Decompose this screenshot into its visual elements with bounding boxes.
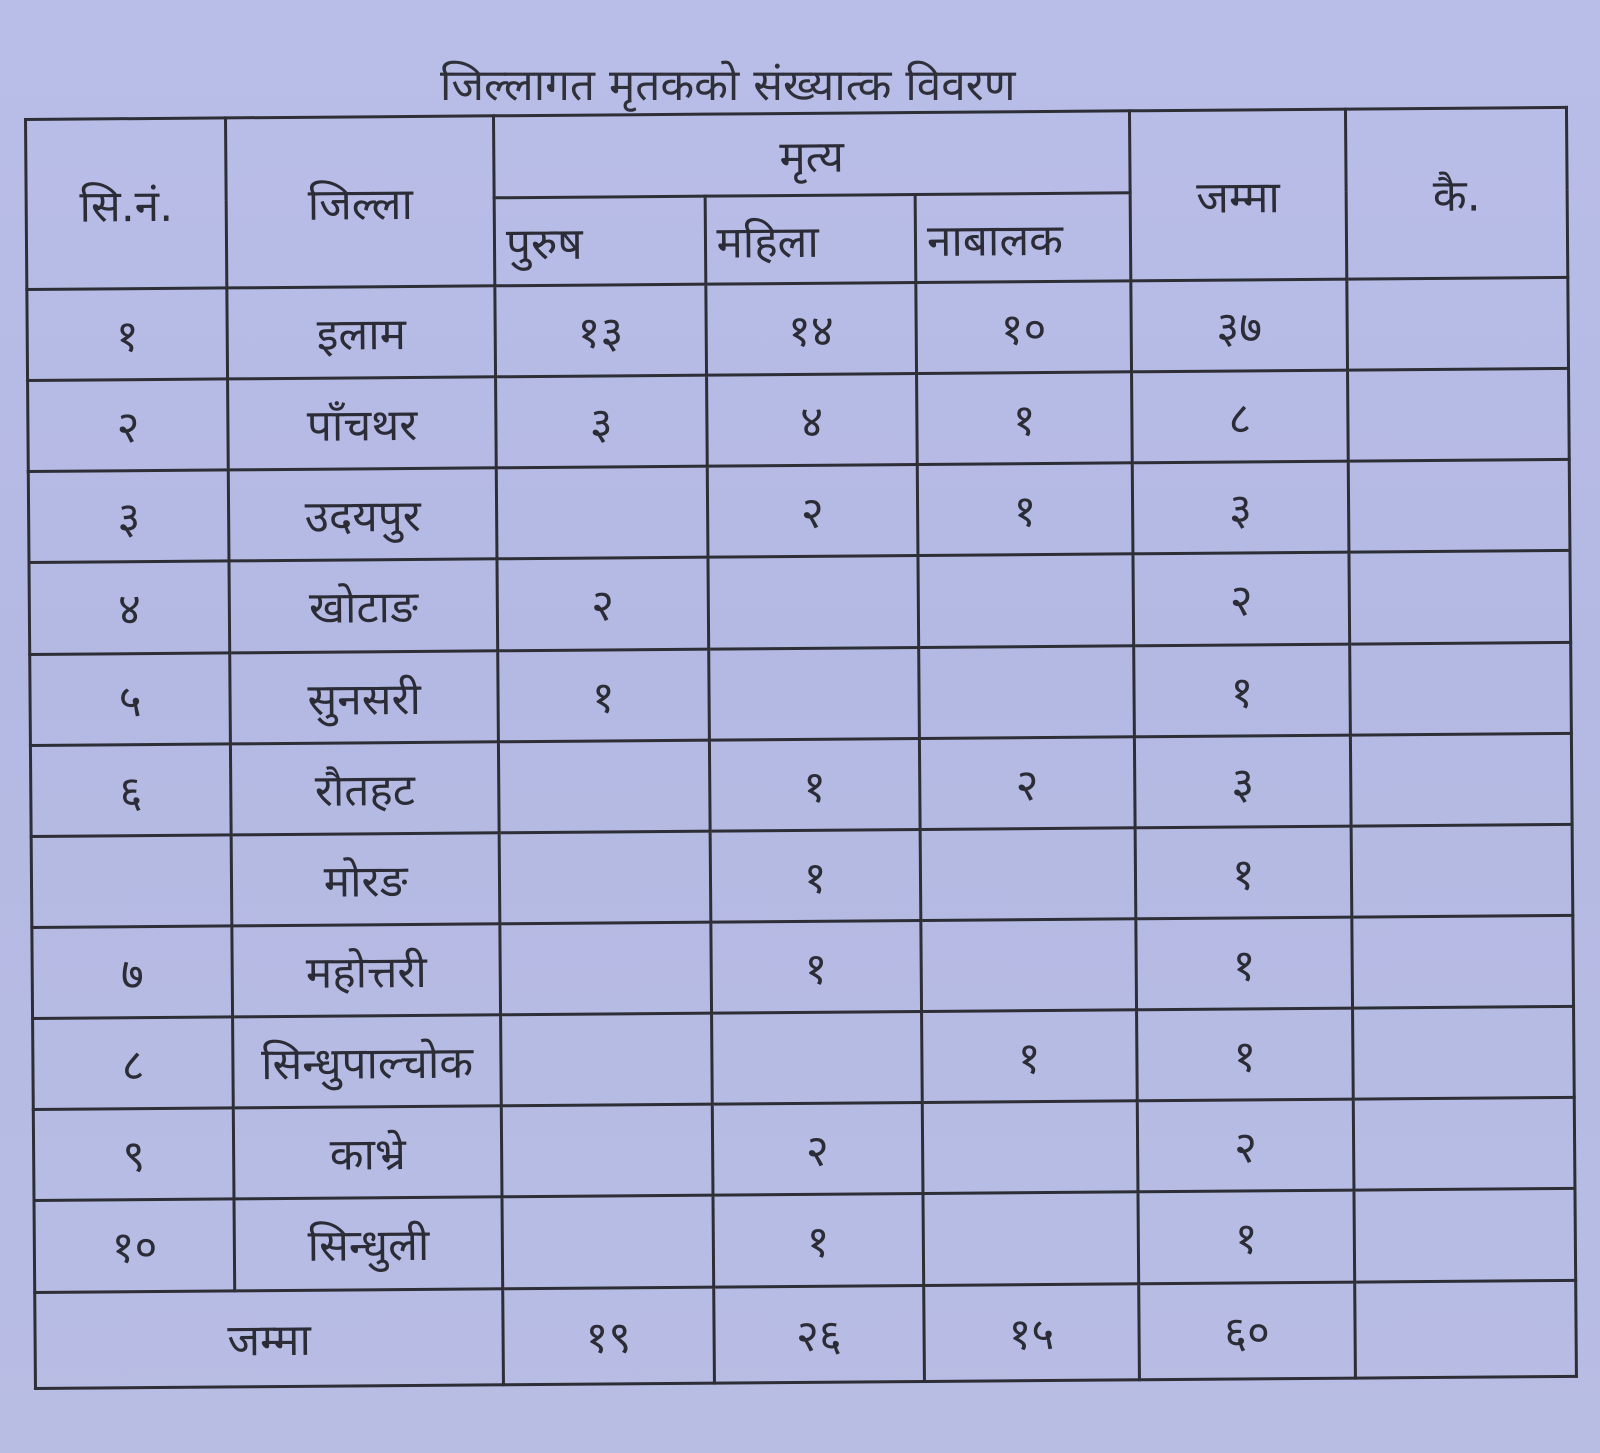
cell-total: ३ [1132, 461, 1349, 554]
cell-serial: १० [34, 1199, 235, 1292]
cell-total: १ [1135, 917, 1352, 1010]
cell-minor [922, 1101, 1137, 1194]
cell-minor: १ [922, 1010, 1137, 1103]
cell-minor [920, 828, 1135, 921]
cell-remarks [1351, 824, 1572, 917]
header-deaths: मृत्य [493, 111, 1129, 198]
cell-district: उदयपुर [229, 468, 497, 561]
header-remarks: कै. [1346, 107, 1568, 279]
cell-district: खोटाङ [229, 559, 497, 652]
cell-female: १ [710, 829, 921, 922]
table-body [27, 277, 1577, 1388]
cell-total: ८ [1131, 370, 1348, 463]
total-remarks [1355, 1280, 1577, 1378]
cell-total: २ [1133, 553, 1350, 646]
grand-total: ६० [1138, 1282, 1355, 1380]
cell-minor [921, 919, 1136, 1012]
cell-male [496, 466, 707, 559]
cell-female [711, 1012, 922, 1105]
totals-label: जम्मा [35, 1288, 504, 1388]
cell-male: २ [497, 558, 708, 651]
header-minor: नाबालक [915, 193, 1130, 283]
cell-male: १ [498, 649, 709, 742]
cell-total: २ [1137, 1099, 1354, 1192]
cell-male [502, 1196, 713, 1289]
header-total: जम्मा [1129, 109, 1347, 281]
totals-row [35, 1280, 1577, 1389]
cell-total: ३७ [1130, 279, 1347, 372]
cell-remarks [1351, 733, 1572, 826]
cell-minor: १० [916, 281, 1131, 374]
cell-remarks [1348, 460, 1569, 553]
header-male: पुरुष [494, 196, 705, 286]
cell-female [707, 556, 918, 649]
district-deaths-table [24, 106, 1578, 1390]
cell-female [708, 647, 919, 740]
cell-minor [923, 1192, 1138, 1285]
cell-district: सिन्धुली [234, 1197, 502, 1290]
table-row [27, 277, 1569, 380]
cell-serial: ४ [29, 561, 230, 654]
cell-district: इलाम [227, 286, 495, 379]
cell-serial: १ [27, 288, 228, 381]
table-row [32, 915, 1574, 1018]
cell-female: १ [710, 920, 921, 1013]
cell-female: १ [712, 1194, 923, 1287]
total-male: १९ [503, 1287, 714, 1385]
cell-remarks [1352, 915, 1573, 1008]
cell-district: काभ्रे [234, 1106, 502, 1199]
table-row [33, 1098, 1575, 1201]
table-row [30, 642, 1572, 745]
cell-female: २ [712, 1103, 923, 1196]
cell-serial: ९ [33, 1108, 234, 1201]
cell-district: मोरङ [231, 833, 499, 926]
cell-male [499, 831, 710, 924]
cell-minor: १ [917, 372, 1132, 465]
cell-total: १ [1135, 826, 1352, 919]
cell-total: १ [1133, 644, 1350, 737]
table-row [28, 460, 1570, 563]
total-minor: १५ [924, 1283, 1139, 1381]
header-district: जिल्ला [226, 116, 495, 288]
cell-total: १ [1136, 1008, 1353, 1101]
cell-total: ३ [1134, 735, 1351, 828]
header-serial: सि.नं. [26, 118, 228, 290]
cell-minor [919, 645, 1134, 738]
cell-remarks [1349, 551, 1570, 644]
cell-minor: २ [919, 737, 1134, 830]
cell-female: १४ [705, 283, 916, 376]
table-header [26, 107, 1568, 289]
cell-male [501, 1104, 712, 1197]
cell-remarks [1353, 1006, 1574, 1099]
cell-district: सुनसरी [230, 650, 498, 743]
cell-total: १ [1138, 1190, 1355, 1283]
table-row [30, 733, 1572, 836]
cell-serial [31, 835, 232, 928]
cell-remarks [1354, 1189, 1575, 1282]
cell-female: २ [707, 465, 918, 558]
cell-remarks [1348, 369, 1569, 462]
cell-serial: २ [28, 379, 229, 472]
cell-serial: ५ [30, 652, 231, 745]
cell-serial: ३ [28, 470, 229, 563]
table-row [31, 824, 1573, 927]
cell-minor [918, 554, 1133, 647]
cell-remarks [1353, 1098, 1574, 1191]
cell-district: सिन्धुपाल्चोक [233, 1015, 501, 1108]
document-title: जिल्लागत मृतकको संख्यात्क विवरण [440, 60, 1016, 111]
cell-district: महोत्तरी [232, 924, 500, 1017]
cell-district: रौतहट [231, 741, 499, 834]
cell-male: १३ [495, 284, 706, 377]
cell-female: १ [709, 738, 920, 831]
cell-serial: ७ [32, 926, 233, 1019]
cell-male [501, 1013, 712, 1106]
cell-remarks [1350, 642, 1571, 735]
cell-male [498, 740, 709, 833]
cell-male [500, 922, 711, 1015]
table-row [29, 551, 1571, 654]
cell-serial: ८ [33, 1017, 234, 1110]
header-female: महिला [705, 195, 916, 285]
table-row [33, 1006, 1575, 1109]
total-female: २६ [713, 1285, 924, 1383]
cell-male: ३ [496, 375, 707, 468]
table-row [34, 1189, 1576, 1292]
cell-female: ४ [706, 374, 917, 467]
cell-minor: १ [917, 463, 1132, 556]
cell-remarks [1347, 277, 1568, 370]
table-row [28, 369, 1570, 472]
cell-district: पाँचथर [228, 377, 496, 470]
cell-serial: ६ [30, 744, 231, 837]
